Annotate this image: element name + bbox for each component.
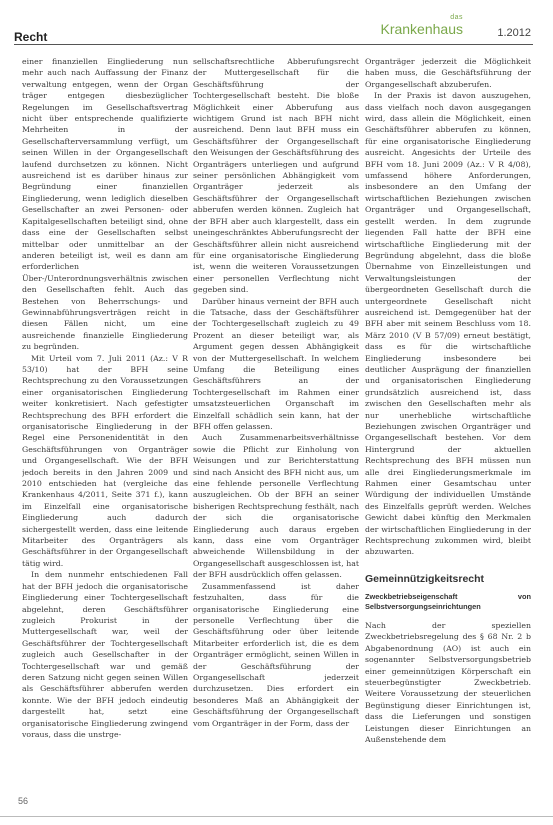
section-title: Recht: [14, 30, 48, 44]
paragraph: sellschaftsrechtliche Abberufungsrecht der Muttergesellschaft für die Geschäftsführung der Tochtergesellschaft besteht. Die bloße Möglichkeit einer Abberufung aus wichtigem Grund ist nach BFH nicht ausreichend. Denn laut BFH muss ein Geschäftsführer der Organgesellschaft den Weisungen der Geschäftsführung des Organträgers unterliegen und aufgrund seiner persönlichen Abhängigkeit vom Organträger jederzeit als Geschäftsführer der Organgesellschaft abberufen werden können. Zugleich hat der BFH aber auch klargestellt, dass ein uneingeschränktes Abberufungsrecht der Geschäftsführer allein nicht ausreichend für eine organisatorische Eingliederung ist, wenn die weiteren Voraussetzungen einer personellen Verflechtung nicht gegeben sind.: [193, 57, 359, 295]
text-column-2: [193, 56, 359, 796]
text-column-3: [365, 56, 531, 796]
sub-heading: Zweckbetriebseigenschaft von Selbstversorgungseinrichtungen: [365, 591, 531, 611]
logo-name: Krankenhaus: [380, 21, 463, 37]
paragraph: Organträger jederzeit die Möglichkeit haben muss, die Geschäftsführung der Organgesellschaft abzuberufen.: [365, 57, 531, 89]
paragraph: Mit Urteil vom 7. Juli 2011 (Az.: V R 53/10) hat der BFH seine Rechtsprechung zu den Voraussetzungen einer organisatorischen Eingliederung weiter konkretisiert. Nach gefestigter Rechtsprechung des BFH erfordert die organisatorische Eingliederung in der Regel eine Personenidentität in den Geschäftsführungen von Organträger und Organgesellschaft. Wie der BFH jedoch bereits in den Jahren 2009 und 2010 entschieden hat (vergleiche das Krankenhaus 4/2011, Seite 371 f.), kann im Einzelfall eine organisatorische Eingliederung auch dadurch sichergestellt werden, dass eine leitende Mitarbeiter des Organträgers als Geschäftsführer in der Organgesellschaft tätig wird.: [22, 353, 188, 568]
header-divider: [14, 44, 533, 45]
bottom-divider: [0, 816, 553, 817]
paragraph: Auch Zusammenarbeitsverhältnisse sowie die Pflicht zur Einholung von Weisungen und zur Berichterstattung sind nach Ansicht des BFH nicht aus, um eine fehlende personelle Verflechtung auszugleichen. Ob der BFH an seiner bisherigen Rechtsprechung festhält, nach der sich die organisatorische Eingliederung auch daraus ergeben kann, dass eine vom Organträger abweichende Willensbildung in der Organgesellschaft ausgeschlossen ist, hat der BFH ausdrücklich offen gelassen.: [193, 433, 359, 580]
paragraph: Darüber hinaus verneint der BFH auch die Tatsache, dass der Geschäftsführer der Tochtergesellschaft zugleich zu 49 Prozent an dieser beteiligt war, als Argument gegen dessen Abhängigkeit von der Muttergesellschaft. In welchem Umfang die Beteiligung eines Geschäftsführers an der Tochtergesellschaft im Rahmen einer umsatzsteuerlichen Organschaft im Einzelfall schädlich sein kann, hat der BFH offen gelassen.: [193, 296, 359, 431]
paragraph: In dem nunmehr entschiedenen Fall hat der BFH jedoch die organisatorische Eingliederung einer Tochtergesellschaft abgelehnt, deren Geschäftsführer zugleich Prokurist in der Muttergesellschaft war, weil der Geschäftsführer der Tochtergesellschaft zugleich auch Gesellschafter in der Tochtergesellschaft war und gemäß deren Satzung nicht gegen seinen Willen als Geschäftsführer abberufen werden konnte. Wie der BFH jedoch eindeutig dargestellt hat, setzt eine organisatorische Eingliederung zwingend voraus, dass die unstrge-: [22, 570, 188, 739]
paragraph: Zusammenfassend ist daher festzuhalten, dass für die organisatorische Eingliederung eine personelle Verflechtung über die Geschäftsführung oder über leitende Mitarbeiter erforderlich ist, die es dem Organträger ermöglicht, seinen Willen in der Geschäftsführung der Organgesellschaft jederzeit durchzusetzen. Dies erfordert ein besonderes Maß an Abhängigkeit der Geschäftsführung der Organgesellschaft vom Organträger in der Form, dass der: [193, 581, 359, 728]
section-heading: Gemeinnützigkeitsrecht: [365, 572, 485, 585]
paragraph: In der Praxis ist davon auszugehen, dass vielfach noch davon ausgegangen wird, dass allein die Möglichkeit, einen Geschäftsführer abberufen zu können, für eine organisatorische Eingliederung ausreicht. Angesichts der Urteile des BFH vom 18. Juni 2009 (Az.: V R 4/08), umfassend höhere Anforderungen, insbesondere an den Umfang der wirtschaftlichen Beziehungen zwischen Organträger und Organgesellschaft, gestellt werden. In dem zugrunde liegenden Fall hatte der BFH eine wirtschaftliche Eingliederung mit der Begründung abgelehnt, dass die bloße Übernahme von Einzelleistungen und Verwaltungsleistungen der übergeordneten Gesellschaft durch die untergeordnete Gesellschaft nicht ausreichend ist. Demgegenüber hat der BFH aber mit seinem Beschluss vom 18. März 2010 (V B 57/09) erneut bestätigt, dass es für die wirtschaftliche Eingliederung insbesondere bei deutlicher Ausprägung der finanziellen und organisatorischen Eingliederung grundsätzlich ausreichend ist, dass zwischen den Gesellschaften mehr als nur unerhebliche wirtschaftliche Beziehungen zwischen Organträger und Organgesellschaft bestehen. Vor dem Hintergrund der aktuellen Rechtsprechung des BFH müssen nun alle drei Eingliederungsmerkmale im Rahmen einer Gesamtschau unter Würdigung der individuellen Umstände des Einzelfalls geprüft werden. Welches Gewicht dabei künftig den Merkmalen der wirtschaftlichen Eingliederung in der Rechtsprechung zukommen wird, bleibt abzuwarten.: [365, 91, 531, 557]
issue-number: 1.2012: [497, 27, 531, 39]
paragraph: Nach der speziellen Zweckbetriebsregelung des § 68 Nr. 2 b Abgabenordnung (AO) ist auch ein sogenannter Selbstversorgungsbetrieb einer gemeinnützigen Körperschaft ein steuerbegünstigter Zweckbetrieb. Weitere Voraussetzung der steuerlichen Begünstigung dieser Einrichtungen ist, dass die Lieferungen und sonstigen Leistungen dieser Einrichtungen an Außenstehende dem: [365, 620, 531, 744]
text-column-1: [22, 56, 188, 796]
publication-logo: [380, 14, 463, 36]
page-number: 56: [18, 796, 29, 806]
logo-prefix: das: [450, 14, 463, 21]
paragraph: einer finanziellen Eingliederung nun mehr auch nach Auffassung der Finanz verwaltung entgegen, wenn der Organ träger entgegen diesbezüglicher Regelungen im Gesellschaftsvertrag nicht über entsprechende qualifizierte Mehrheiten in der Gesellschafterversammlung verfügt, um seinen Willen in der Organgesellschaft laufend durchsetzen zu können. Nicht ausreichend ist es darüber hinaus zur Begründung einer finanziellen Eingliederung, wenn lediglich dieselben Gesellschafter an zwei Personen- oder Kapitalgesellschaften beteiligt sind, ohne dass eine der Gesellschaften selbst mittelbar oder unmittelbar an der anderen beteiligt ist, weil es dann am erforderlichen Über-/Unterordnungsverhältnis zwischen den Gesellschaften fehlt. Auch das Bestehen von Beherrschungs- und Gewinnabführungsverträgen reicht in diesen Fällen nicht, um eine ausreichende finanzielle Eingliederung zu begründen.: [22, 57, 188, 352]
